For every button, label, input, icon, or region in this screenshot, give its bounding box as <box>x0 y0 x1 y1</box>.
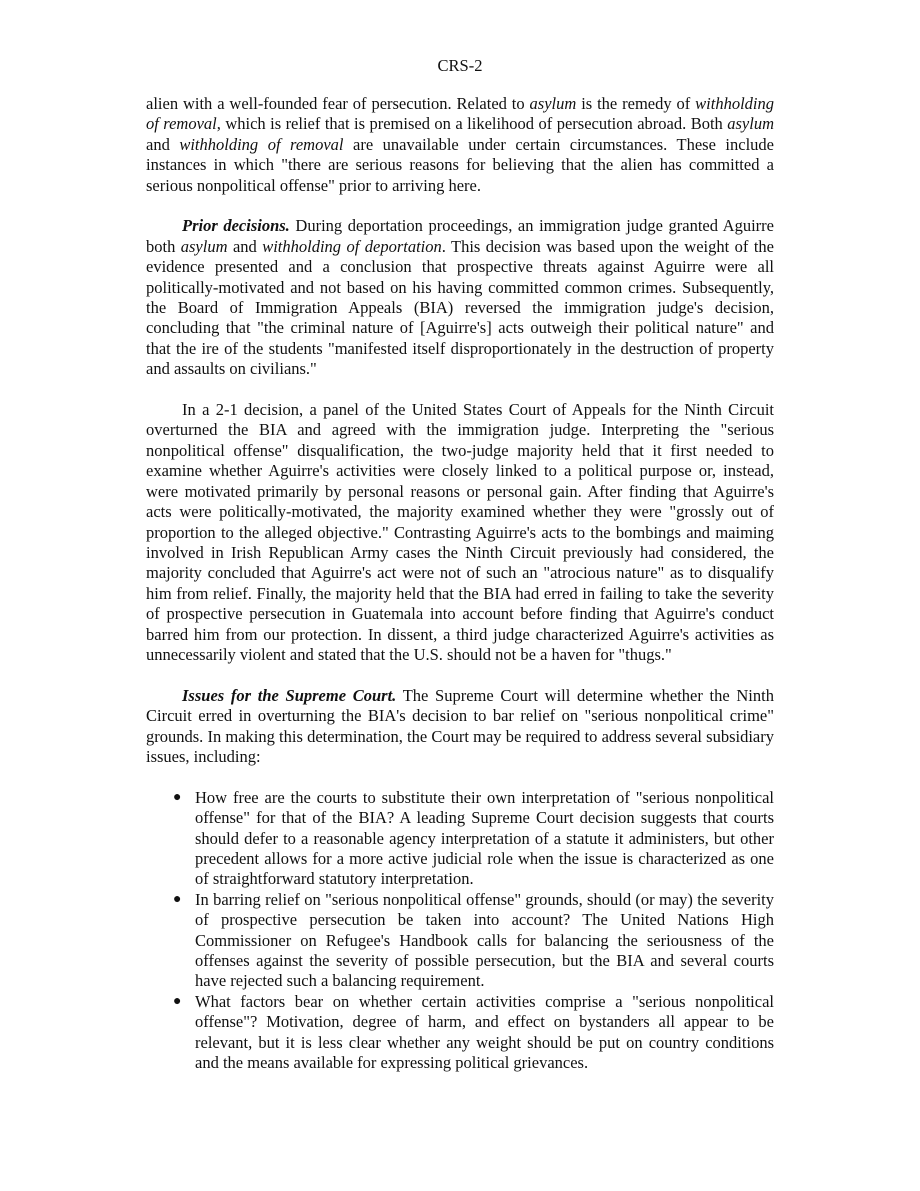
text-run: The Supreme Court will determine whether the Ninth Circuit erred in overturning the BIA's decision to bar relief on "serious nonpolitical crime" grounds. In making this determination, the Court may be required to address several subsidiary issues, including: <box>146 685 774 766</box>
text-run: alien with a well-founded fear of persecution. Related to <box>146 94 530 113</box>
section-heading-prior-decisions: Prior decisions. <box>182 216 290 236</box>
paragraph-ninth-circuit: In a 2-1 decision, a panel of the United States Court of Appeals for the Ninth Circuit overturned the BIA and agreed with the immigration judge. Interpreting the "serious nonpolitical offense" disqualification, the two-judge majority held that it first needed to examine whether Aguirre's activities were closely linked to a political purpose or, instead, were motivated primarily by personal reasons or personal gain. After finding that Aguirre's acts were politically-motivated, the majority examined whether they were "grossly out of proportion to the alleged objective." Contrasting Aguirre's acts to the bombings and maiming involved in Irish Republican Army cases the Ninth Circuit previously had considered, the majority concluded that Aguirre's act were not of such an "atrocious nature" as to disqualify him from relief. Finally, the majority held that the BIA had erred in failing to take the severity of prospective persecution in Guatemala into account before finding that Aguirre's conduct barred him from our protection. In dissent, a third judge characterized Aguirre's activities as unnecessarily violent and stated that the U.S. should not be a haven for "thugs." <box>146 400 774 664</box>
bullet-icon: ● <box>173 993 182 1009</box>
italic-term: asylum <box>727 114 774 134</box>
bullet-icon: ● <box>173 891 182 907</box>
text-run: and <box>227 236 263 256</box>
list-item <box>173 889 774 992</box>
italic-term: asylum <box>529 94 577 113</box>
italic-term: withholding of removal <box>179 134 344 154</box>
text-run: are unavailable under certain circumstances. These include instances in which "there are serious reasons for believing that the alien has committed a serious nonpolitical offense" prior to arriving here. <box>146 134 775 195</box>
list-item-text: What factors bear on whether certain activities comprise a "serious nonpolitical offense"? Motivation, degree of harm, and effect on bystanders all appear to be relevant, but it is less clear whether any weight should be put on country conditions and the means available for expressing political grievances. <box>195 991 774 1073</box>
text-run: . This decision was based upon the weight of the evidence presented and a conclusion that prospective threats against Aguirre were all politically-motivated and not based on his having committed common crimes. Subsequently, the Board of Immigration Appeals (BIA) reversed the immigration judge's decision, concluding that "the criminal nature of [Aguirre's] acts outweigh their political nature" and that the ire of the students "manifested itself disproportionately in the destruction of property and assaults on civilians." <box>146 236 774 379</box>
text-run: , which is relief that is premised on a likelihood of persecution abroad. Both <box>216 114 728 134</box>
italic-term: withholding of deportation <box>262 236 442 256</box>
list-item-text: In barring relief on "serious nonpolitical offense" grounds, should (or may) the severity of prospective persecution be taken into account? The United Nations High Commissioner on Refugee's Handbook calls for balancing the seriousness of the offenses against the severity of possible persecution, but the BIA and several courts have rejected such a balancing requirement. <box>195 889 774 991</box>
section-heading-issues: Issues for the Supreme Court. <box>182 685 397 705</box>
list-item-text: How free are the courts to substitute their own interpretation of "serious nonpolitical offense" for that of the BIA? A leading Supreme Court decision suggests that courts should defer to a reasonable agency interpretation of a statute it administers, but other precedent allows for a more active judicial role when the issue is characterized as one of straightforward statutory interpretation. <box>195 787 774 889</box>
list-item <box>173 991 774 1074</box>
paragraph-asylum-intro <box>146 94 774 196</box>
text-run: and <box>146 134 180 154</box>
document-body <box>146 94 774 1073</box>
paragraph-issues-supreme-court <box>146 686 774 768</box>
list-item <box>173 787 774 890</box>
italic-term: asylum <box>180 236 228 256</box>
text-run: is the remedy of <box>576 94 696 113</box>
bullet-icon: ● <box>173 789 182 805</box>
issues-bullet-list <box>146 788 774 1074</box>
italic-term: withholding of removal <box>146 94 774 134</box>
paragraph-prior-decisions <box>146 216 774 379</box>
text-run: During deportation proceedings, an immigration judge granted Aguirre both <box>146 216 774 256</box>
page-number-header: CRS-2 <box>437 56 483 75</box>
